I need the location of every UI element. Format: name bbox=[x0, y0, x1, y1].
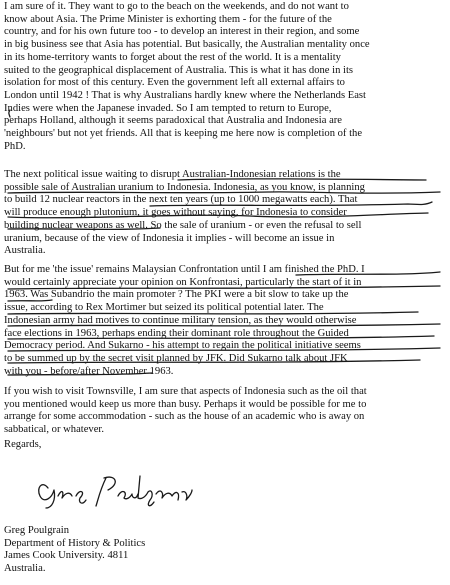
text-line: London until 1942 ! That is why Australians hardly knew where the Netherlands East bbox=[4, 89, 366, 101]
text-line: isolation for most of this century. Even the government left all external affairs to bbox=[4, 77, 345, 89]
text-line: face elections in 1963, perhaps ending their dominant role throughout the Guided bbox=[4, 327, 349, 339]
text-line: would certainly appreciate your opinion on Konfrontasi, particularly the start of it in bbox=[4, 276, 362, 288]
text-line: sabbatical, or whatever. bbox=[4, 424, 105, 436]
text-line: Australia. bbox=[4, 245, 46, 257]
handwritten-signature bbox=[34, 470, 194, 510]
text-line: I am sure of it. They want to go to the beach on the weekends, and do not want to bbox=[4, 1, 349, 12]
text-line: perhaps Holland, although it seems paradoxical that Australia and Indonesia are bbox=[4, 115, 343, 127]
text-line: But for me 'the issue' remains Malaysian Confrontation until I am finished the PhD. I bbox=[4, 264, 365, 275]
text-line: PhD. bbox=[4, 140, 26, 152]
paragraph-1 bbox=[4, 1, 444, 153]
letter-page bbox=[4, 0, 444, 585]
text-line: with you - before/after November 1963. bbox=[4, 365, 174, 377]
text-line: Indies were when the Japanese invaded. So I am tempted to return to Europe, bbox=[4, 102, 332, 114]
sender-university: James Cook University. 4811 bbox=[4, 550, 129, 562]
sender-block bbox=[4, 525, 444, 576]
text-line: to build 12 nuclear reactors in the next ten years (up to 1000 megawatts each). That bbox=[4, 194, 358, 206]
text-line: you mentioned would keep us more than busy. Perhaps it would be possible for me to bbox=[4, 398, 367, 410]
sender-country: Australia. bbox=[4, 563, 46, 575]
closing bbox=[4, 439, 444, 452]
paragraph-2 bbox=[4, 169, 444, 258]
text-line: suited to the geographical displacement of Australia. This is what it has done in its bbox=[4, 64, 354, 76]
text-line: country, and for his own future too - to develop an interest in their region, and some bbox=[4, 26, 360, 38]
text-line: issue, according to Rex Mortimer but seized its political potential later. The bbox=[4, 302, 324, 314]
text-line: in big business see that Asia has potential. But basically, the Australian mentality once bbox=[4, 39, 370, 51]
text-line: arrange for some accommodation - such as the house of an academic who is away on bbox=[4, 411, 365, 423]
text-line: uranium, because of the view of Indonesia it implies - will become an issue in bbox=[4, 232, 335, 244]
closing-line: Regards, bbox=[4, 439, 42, 450]
text-line: in its home-territory wants to forget about the rest of the world. It is a mentality bbox=[4, 51, 341, 63]
paragraph-4 bbox=[4, 386, 444, 437]
text-line: know about Asia. The Prime Minister is exhorting them - for the future of the bbox=[4, 13, 332, 25]
text-line: possible sale of Australian uranium to Indonesia. Indonesia, as you know, is planning bbox=[4, 181, 365, 193]
text-line: Democracy period. And Sukarno - his attempt to regain the political initiative seems bbox=[4, 340, 361, 352]
paragraph-3 bbox=[4, 264, 444, 378]
text-line: Indonesian army had motives to continue military tension, as they would otherwise bbox=[4, 314, 357, 326]
text-line: building nuclear weapons as well. So the sale of uranium - or even the refusal to sell bbox=[4, 219, 362, 231]
text-line: will produce enough plutonium, it goes without saying, for Indonesia to consider bbox=[4, 207, 347, 219]
text-line: The next political issue waiting to disrupt Australian-Indonesian relations is the bbox=[4, 169, 341, 180]
text-line: to be summed up by the secret visit planned by JFK. Did Sukarno talk about JFK bbox=[4, 352, 348, 364]
text-line: 'neighbours' but not yet friends. All that is keeping me here now is completion of the bbox=[4, 128, 363, 140]
text-line: 1963. Was Subandrio the main promoter ? The PKI were a bit slow to take up the bbox=[4, 289, 349, 301]
sender-department: Department of History & Politics bbox=[4, 537, 146, 549]
sender-name: Greg Poulgrain bbox=[4, 525, 70, 536]
text-line: If you wish to visit Townsville, I am sure that aspects of Indonesia such as the oil that bbox=[4, 386, 367, 397]
